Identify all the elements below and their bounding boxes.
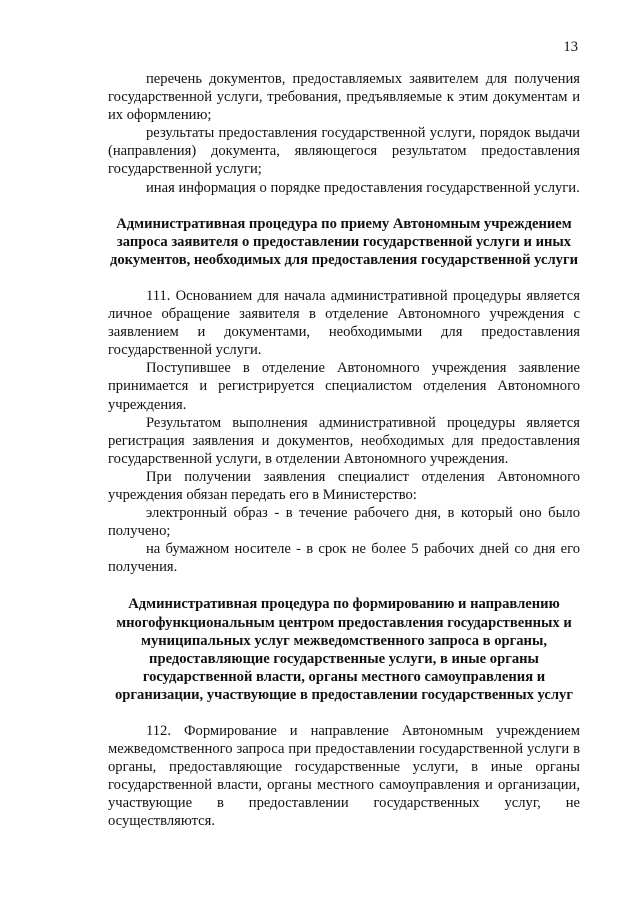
section-heading: Административная процедура по приему Автономным учреждением запроса заявителя о предоставлении государственной услуги и иных документов, необходимых для предоставления государственной услуги [110,215,578,268]
paragraph: Поступившее в отделение Автономного учреждения заявление принимается и регистрируется специалистом отделения Автономного учреждения. [108,360,580,413]
section-body [108,287,580,577]
section-body [108,722,580,831]
paragraph: При получении заявления специалист отделения Автономного учреждения обязан передать его в Министерство: [108,468,580,503]
paragraph: 111. Основанием для начала административной процедуры является личное обращение заявителя в отделение Автономного учреждения с заявлением и документами, необходимыми для предоставления государственной услуги. [108,287,580,359]
paragraph: 112. Формирование и направление Автономным учреждением межведомственного запроса при предоставлении государственной услуги в органы, предоставляющие государственные услуги, в иные органы государственной власти, органы местного самоуправления и организации, участвующие в предоставлении государственных услуг, не осуществляются. [108,723,580,830]
paragraph: перечень документов, предоставляемых заявителем для получения государственной услуги, требования, предъявляемые к этим документам и их оформлению; [108,71,580,124]
intro-list [108,70,580,197]
paragraph: электронный образ - в течение рабочего дня, в который оно было получено; [108,505,580,540]
page-content [108,70,580,831]
paragraph: результаты предоставления государственной услуги, порядок выдачи (направления) документа, являющегося результатом предоставления государственной услуги; [108,125,580,178]
paragraph: иная информация о порядке предоставления государственной услуги. [146,179,580,196]
page-number: 13 [563,39,578,55]
section-heading: Административная процедура по формированию и направлению многофункциональным центром предоставления государственных и муниципальных услуг межведомственного запроса в органы, предоставляющие государственные услуги, в иные органы государственной власти, органы местного самоуправления и организации, участвующие в предоставлении государственных услуг [115,596,573,703]
paragraph: Результатом выполнения административной процедуры является регистрация заявления и документов, необходимых для предоставления государственной услуги, в отделении Автономного учреждения. [108,414,580,467]
paragraph: на бумажном носителе - в срок не более 5 рабочих дней со дня его получения. [108,541,580,576]
